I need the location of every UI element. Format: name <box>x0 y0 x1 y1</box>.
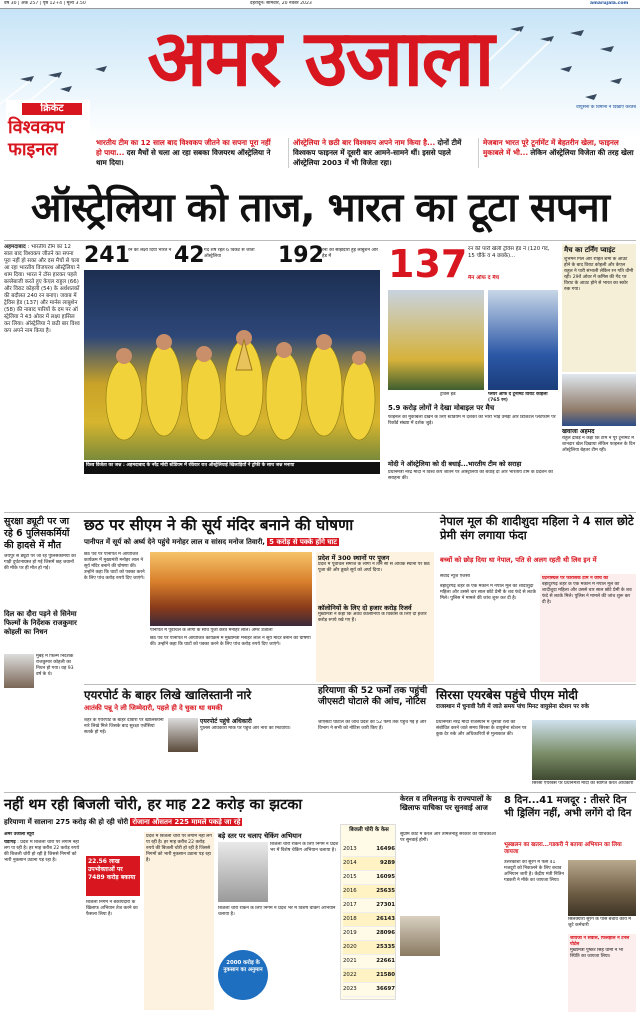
power-body: चंडीगढ़ : प्रदेश में बिजली चोरी पर लगाम नहीं लग पा रही है। हर माह करीब 22 करोड़ रुपये की बिजली चोरी हो रही है जिससे निगमों को भारी नुकसान उठाना पड़ रहा है। <box>4 840 80 863</box>
nepal-note: घटनास्थल पर फोरेंसिक टीम ने जांच की <box>542 576 609 581</box>
surya-body-2: छठ पर्व पर पानीपत में आयोजित कार्यक्रम में मुख्यमंत्री मनोहर लाल ने सूर्य मंदिर बनाने की घोषणा की। उन्होंने कहा कि घाटों को पक्का करने के लिए पांच करोड़ रुपये दिए जाएंगे। <box>150 636 311 647</box>
head-photo-caption: ट्रेविस हेड <box>440 392 456 397</box>
kerala-headline[interactable]: केरल व तमिलनाडु के राज्यपालों के खिलाफ याचिका पर सुनवाई आज <box>400 794 492 812</box>
theft-count: 26143 <box>376 916 395 922</box>
theft-table-row <box>343 941 395 955</box>
date-line: देहरादून। सोमवार, 20 नवंबर 2023 <box>250 1 312 6</box>
stat-2-text: गेंद शेष रहते 6 विकेट से जीता ऑस्ट्रेलिया <box>204 248 255 259</box>
nepal-body: बहादुरगढ़ शहर के एक मकान में नेपाल मूल की शादीशुदा महिला और उससे चार साल छोटे प्रेमी के शव फंदे से लटके मिले। पुलिस ने मामले की जांच शुरू कर दी है। <box>440 584 536 601</box>
theft-count: 27301 <box>376 902 395 908</box>
theft-table-row <box>343 927 395 941</box>
website-link[interactable]: amarujala.com <box>590 1 629 6</box>
power-sub-black: हरियाणा में सालाना 275 करोड़ की हो रही चोरी <box>4 818 129 826</box>
newspaper-logo[interactable]: अमर उजाला <box>147 13 493 104</box>
blurb-2-black: दोनों टीमें विश्वकप फाइनल में दूसरी बार आमने-सामने थीं। इससे पहले ऑस्ट्रेलिया 2003 में भी विजेता रहा। <box>293 138 462 167</box>
players-illustration <box>84 270 380 460</box>
theft-year: 2017 <box>343 902 357 908</box>
theft-count: 16095 <box>376 874 395 880</box>
theft-year: 2016 <box>343 888 357 894</box>
modi-congrats-title: मोदी ने ऑस्ट्रेलिया को दी बधाई...भारतीय टीम को सराहा <box>388 460 522 468</box>
section-tag-line2: विश्वकप <box>8 117 65 138</box>
mobile-viewers-note <box>388 404 558 458</box>
turning-point-title: मैच का टर्निंग प्वाइंट <box>564 246 616 254</box>
celebration-photo <box>84 270 380 460</box>
surya-caption: पानीपत में पूर्वांचल के लोगों के साथ पूजा करते मनोहर लाल। अमर उजाला <box>150 628 273 633</box>
theft-table-row <box>343 983 395 997</box>
tunnel-headline[interactable]: 8 दिन...41 मजदूर : तीसरे दिन भी ड्रिलिंग नहीं, अभी लगेंगे दो दिन <box>504 795 632 819</box>
loss-badge-text: 2000 करोड़ के नुकसान का अनुमान <box>223 960 263 973</box>
airport-box-body: पुलिस अधिकारी मौके पर पहुंचे और नारों को मिटवाया। <box>200 726 291 731</box>
main-headline[interactable]: ऑस्ट्रेलिया को ताज, भारत का टूटा सपना <box>30 185 610 231</box>
theft-count: 21580 <box>376 972 395 978</box>
theft-count: 9289 <box>379 860 395 866</box>
airport-body: शहर के एयरपोर्ट के बाहर दीवारों पर खालिस्तानी नारे लिखे मिले जिसके बाद सुरक्षा एजेंसियां सतर्क हो गईं। <box>84 718 164 735</box>
theft-table-row <box>343 871 395 885</box>
theft-count: 16496 <box>376 846 395 852</box>
nepal-byline: संवाद न्यूज एजेंसी <box>440 574 470 579</box>
power-byline: अमर उजाला ब्यूरो <box>4 832 35 837</box>
power-dateline: चंडीगढ़ <box>4 840 16 845</box>
sirsa-headline[interactable]: सिरसा एयरबेस पहुंचे पीएम मोदी <box>436 688 578 702</box>
theft-count: 22661 <box>376 958 395 964</box>
sirsa-body: प्रधानमंत्री नरेंद्र मोदी राजस्थान में चुनावी रैली को संबोधित करने जाते समय सिरसा के वायुसेना स्टेशन पर कुछ देर रुके और अधिकारियों से मुलाकात की। <box>436 720 527 737</box>
meter-photo <box>218 842 268 902</box>
blurb-1-black: दस मैचों से चला आ रहा सबका विजयरथ ऑस्ट्रेलिया ने थाम दिया। <box>96 148 271 167</box>
theft-table-row <box>343 899 395 913</box>
obit-headline[interactable]: दिल का दौरा पड़ने से सिनेमा फिल्मों के निर्देशक राजकुमार कोहली का निधन <box>4 610 77 636</box>
airport-subhead: आतंकी पन्नू ने ली जिम्मेदारी, पहले ही दे चुका था धमकी <box>84 704 223 712</box>
surya-box2-body: मुख्यमंत्री ने कहा कि अवैध कॉलोनियों के विकास के लिए दो हजार करोड़ रुपये रखे गए हैं। <box>318 612 427 623</box>
nepal-note-box <box>540 574 636 682</box>
surya-box <box>316 552 434 682</box>
modi-congrats-body: प्रधानमंत्री नरेंद्र मोदी ने विश्व कप जीतने पर ऑस्ट्रेलिया को बधाई दी और भारतीय टीम के प्रदर्शन की सराहना की। <box>388 470 553 481</box>
kerala-body: सुप्रीम कोर्ट में केरल और तमिलनाडु सरकार की याचिकाओं पर सुनवाई होगी। <box>400 832 496 843</box>
theft-table-row <box>343 969 395 983</box>
drive-title: बड़े स्तर पर चलाए चेकिंग अभियान <box>218 832 302 840</box>
divider <box>4 512 636 513</box>
blurb-2 <box>288 138 468 168</box>
haryana-headline[interactable]: हरियाणा की 52 फर्मों तक पहुंची जीएसटी घोटाले की आंच, नोटिस <box>318 686 428 707</box>
power-sub-red: रोजाना औसतन 225 मामले पकड़े जा रहे <box>132 818 241 826</box>
airport-photo <box>168 718 198 752</box>
loss-badge <box>218 950 268 1000</box>
stat-3 <box>278 244 388 268</box>
blurb-3-red: मेजबान भारत पूरे टूर्नामेंट में बेहतरीन खेला, फाइनल मुकाबले में भी... <box>483 138 619 157</box>
masthead-banner <box>0 9 640 137</box>
surya-subhead <box>84 536 434 550</box>
theft-year: 2018 <box>343 916 357 922</box>
drive-body-2: बिजली चोरी रोकने के लिए निगम ने प्रदेश भर में विशेष चेकिंग अभियान चलाया है। <box>218 906 336 917</box>
head-stat-number: 137 <box>388 242 468 286</box>
stat-1 <box>84 244 174 268</box>
tunnel-photo <box>568 860 636 916</box>
sirsa-caption: सिरसा एयरबेस पर प्रधानमंत्री मोदी का स्वागत करते अधिकारी <box>532 781 634 786</box>
security-headline[interactable]: सुरक्षा ड्यूटी पर जा रहे 6 पुलिसकर्मियों की हादसे में मौत <box>4 516 70 551</box>
stat-3-text: रनों की साझेदारी हुई लाबुशेन और हेड में <box>322 248 378 259</box>
haryana-body: जीएसटी घोटाले की जांच प्रदेश की 52 फर्मों तक पहुंच गई है और विभाग ने सभी को नोटिस जारी किए हैं। <box>318 720 427 731</box>
blurb-1 <box>96 138 276 168</box>
blurb-2-red: ऑस्ट्रेलिया ने छठी बार विश्वकप अपने नाम किया है... <box>293 138 436 147</box>
lead-story-body: अहमदाबाद : भारतीय टीम का 12 साल बाद विश्वकप जीतने का सपना पूरा नहीं हो सका और दस मैचों से चला आ रहा भारतीय विजयरथ ऑस्ट्रेलिया ने थाम दिया। भारत ने टॉस हारकर पहले बल्लेबाजी करते हुए केएल राहुल (66) और विराट कोहली (54) के अर्धशतकों की बदौलत 240 रन बनाए। जवाब में ट्रेविस हेड (137) और मार्नस लाबुशेन (58) की नाबाद पारियों के दम पर ऑस्ट्रेलिया ने 43 ओवर में लक्ष्य हासिल कर लिया। ऑस्ट्रेलिया ने छठी बार विश्वकप अपने नाम किया है। <box>4 244 80 334</box>
theft-year: 2021 <box>343 958 357 964</box>
sky-caption: वायुसेना के विमानों ने दिखाए करतब <box>576 105 636 110</box>
mobile-viewers-body: फाइनल का मुकाबला देखने के लिए स्टेडियम में दर्शकों की भारी भीड़ उमड़ी और डिजिटल प्लेटफॉर्म पर रिकॉर्ड संख्या में दर्शक जुड़े। <box>388 415 556 426</box>
turning-point-box <box>562 244 636 372</box>
obit-body: मुंबई में फिल्म निर्देशक राजकुमार कोहली का निधन हो गया। वह 93 वर्ष के थे। <box>36 654 74 677</box>
issue-info: वर्ष 30 | अंक 257 | पृष्ठ 12+4 | मूल्य 3.50 <box>4 1 86 6</box>
power-callout: 22.56 लाख उपभोक्ताओं पर 7489 करोड़ बकाया <box>86 856 140 896</box>
section-tag-line3: फाइनल <box>8 139 58 160</box>
dravid-body: राहुल द्रविड़ ने कहा कि टीम ने पूरे टूर्नामेंट में शानदार खेल दिखाया लेकिन फाइनल के दिन ऑस्ट्रेलिया बेहतर टीम रही। <box>562 436 636 453</box>
dravid-box <box>562 428 636 510</box>
theft-table-row <box>343 955 395 969</box>
surya-box-body: प्रदेश में पूर्वांचल समाज के लोगों ने तीन सौ से अधिक स्थानों पर छठ पूजा की और डूबते सूर्य को अर्घ्य दिया। <box>318 562 430 573</box>
head-photo <box>388 290 484 390</box>
airport-headline[interactable]: एयरपोर्ट के बाहर लिखे खालिस्तानी नारे <box>84 688 252 702</box>
surya-sub-red: 5 करोड़ से पक्के होंगे घाट <box>269 538 337 546</box>
surya-body: छठ पर्व पर पानीपत में आयोजित कार्यक्रम में मुख्यमंत्री मनोहर लाल ने सूर्य मंदिर बनाने की घोषणा की। उन्होंने कहा कि घाटों को पक्का करने के लिए पांच करोड़ रुपये दिए जाएंगे। <box>84 552 145 581</box>
theft-year: 2013 <box>343 846 357 852</box>
head-stat-tag: मैन ऑफ द मैच <box>468 275 500 281</box>
theft-table-row <box>343 885 395 899</box>
tunnel-body: उत्तरकाशी की सुरंग में फंसे 41 मजदूरों को निकालने के लिए बचाव अभियान जारी है। केंद्रीय मंत्री नितिन गडकरी ने मौके का जायजा लिया। <box>504 860 564 883</box>
obit-story <box>4 610 80 710</box>
modi-congrats-note <box>388 460 558 510</box>
power-box-body: बिजली निगम ने बकायेदारों के खिलाफ अभियान तेज करने का फैसला लिया है। <box>86 900 138 917</box>
stat-1-number: 241 <box>84 243 130 268</box>
surya-sub-black: पानीपत में सूर्य को अर्घ्य देने पहुंचे मनोहर लाल व सांसद मनोज तिवारी, <box>84 538 265 546</box>
mobile-viewers-title: 5.9 करोड़ लोगों ने देखा मोबाइल पर मैच <box>388 404 495 412</box>
obit-photo <box>4 654 34 688</box>
blurb-3-black: लेकिन ऑस्ट्रेलिया विजेता की तरह खेला <box>530 148 634 157</box>
nepal-subhead: बच्चों को छोड़ दिया था नेपाल, पति से अलग रहती थी लिव इन में <box>440 556 597 564</box>
drive-body: बिजली चोरी रोकने के लिए निगम ने प्रदेश भर में विशेष चेकिंग अभियान चलाया है। <box>270 842 339 853</box>
theft-table <box>340 824 396 1000</box>
power-box-text: प्रदेश में बिजली चोरी पर लगाम नहीं लग पा रही है। हर माह करीब 22 करोड़ रुपये की बिजली चोरी हो रही है जिससे निगमों को भारी नुकसान उठाना पड़ रहा है। <box>146 834 212 863</box>
photo-caption: विश्व विजेता का जश्न : अहमदाबाद के नरेंद्र मोदी स्टेडियम में रविवार रात ऑस्ट्रेलियाई खिलाड़ियों ने ट्रॉफी के साथ जश्न मनाया <box>84 462 380 474</box>
theft-year: 2019 <box>343 930 357 936</box>
dravid-photo <box>562 374 636 426</box>
head-stat-text: रन की पारी खेली ट्रेविस हेड ने (120 गेंद, 15 चौके व 4 छक्के)... <box>468 246 550 259</box>
tunnel-box-title: जायजा ने सवाल, फिलहाल न टनल पोर्टल <box>570 936 630 947</box>
airport-box <box>200 718 314 790</box>
theft-table-row <box>343 843 395 857</box>
power-subhead <box>4 816 340 830</box>
surya-headline[interactable]: छठ पर सीएम ने की सूर्य मंदिर बनाने की घोषणा <box>84 516 354 534</box>
dravid-name: खवाजा अहमद <box>562 428 595 435</box>
theft-table-title: बिजली चोरी के केस <box>349 827 389 833</box>
kohli-photo-caption: प्लेयर ऑफ द टूर्नामेंट विराट कोहली (765 रन) <box>488 392 548 403</box>
stat-2 <box>174 244 274 268</box>
section-tag <box>6 100 90 164</box>
surya-box2-title: कॉलोनियों के लिए दो हजार करोड़ रिजर्व <box>318 604 412 612</box>
kohli-photo <box>488 290 558 390</box>
section-tag-line1: क्रिकेट <box>22 103 82 115</box>
theft-count: 28096 <box>376 930 395 936</box>
power-box <box>144 832 214 1010</box>
lead-dateline: अहमदाबाद <box>4 244 26 250</box>
theft-count: 25335 <box>376 944 395 950</box>
tunnel-caption: सिलक्यारा सुरंग के पास बचाव कार्य में जुटे कर्मचारी <box>568 917 631 928</box>
theft-year: 2014 <box>343 860 357 866</box>
lead-body-text: भारतीय टीम का 12 साल बाद विश्वकप जीतने का सपना पूरा नहीं हो सका और दस मैचों से चला आ रहा भारतीय विजयरथ ऑस्ट्रेलिया ने थाम दिया। भारत ने टॉस हारकर पहले बल्लेबाजी करते हुए केएल राहुल (66) और विराट कोहली (54) के अर्धशतकों की बदौलत 240 रन बनाए। जवाब में ट्रेविस हेड (137) और मार्नस लाबुशेन (58) की नाबाद पारियों के दम पर ऑस्ट्रेलिया ने 43 ओवर में लक्ष्य हासिल कर लिया। ऑस्ट्रेलिया ने छठी बार विश्वकप अपने नाम किया है। <box>4 244 80 334</box>
tunnel-box-body: मुख्यमंत्री पुष्कर सिंह धामी ने भी स्थिति का जायजा लिया। <box>570 948 624 959</box>
divider <box>4 240 636 241</box>
theft-year: 2015 <box>343 874 357 880</box>
power-headline[interactable]: नहीं थम रही बिजली चोरी, हर माह 22 करोड़ का झटका <box>4 797 303 813</box>
sirsa-photo <box>532 720 636 780</box>
theft-table-row <box>343 913 395 927</box>
theft-year: 2023 <box>343 986 357 992</box>
blurb-3 <box>478 138 636 168</box>
blurb-1-red: भारतीय टीम का 12 साल बाद विश्वकप जीतने का सपना पूरा नहीं हो पाया... <box>96 138 271 157</box>
theft-table-row <box>343 857 395 871</box>
power-body-text: प्रदेश में बिजली चोरी पर लगाम नहीं लग पा रही है। हर माह करीब 22 करोड़ रुपये की बिजली चोरी हो रही है जिससे निगमों को भारी नुकसान उठाना पड़ रहा है। <box>4 840 80 863</box>
tunnel-subhead: भूस्खलन का खतरा...गडकरी ने बताया अभियान का लिया जायजा <box>504 842 622 855</box>
tunnel-box <box>568 934 636 1012</box>
airport-box-title: एयरपोर्ट पहुंचे अधिकारी <box>200 718 252 725</box>
divider <box>84 684 636 685</box>
theft-year: 2022 <box>343 972 357 978</box>
stat-2-number: 42 <box>174 243 205 268</box>
theft-count: 25635 <box>376 888 395 894</box>
nepal-note-body: बहादुरगढ़ शहर के एक मकान में नेपाल मूल की शादीशुदा महिला और उससे चार साल छोटे प्रेमी के शव फंदे से लटके मिले। पुलिस ने मामले की जांच शुरू कर दी है। <box>542 582 632 605</box>
stat-1-text: रन का लक्ष्य दिया भारत ने <box>128 248 172 253</box>
nepal-headline[interactable]: नेपाल मूल की शादीशुदा महिला ने 4 साल छोटे प्रेमी संग लगाया फंदा <box>440 514 634 542</box>
top-info-bar <box>0 0 640 9</box>
surya-box-title: प्रदेश में 300 स्थानों पर पूजन <box>318 554 390 562</box>
court-photo <box>400 916 440 956</box>
divider <box>4 792 636 793</box>
stat-3-number: 192 <box>278 243 324 268</box>
theft-year: 2020 <box>343 944 357 950</box>
security-story <box>4 516 80 606</box>
theft-count: 36697 <box>376 986 395 992</box>
theft-table-rows <box>343 843 395 999</box>
surya-photo <box>150 552 312 626</box>
security-body: जयपुर से ड्यूटी पर जा रहे पुलिसकर्मियों की गाड़ी दुर्घटनाग्रस्त हो गई जिसमें छह जवानों की मौके पर ही मौत हो गई। <box>4 554 76 571</box>
sirsa-subhead: राजस्थान में चुनावी रैली में जाते समय पांच मिनट वायुसेना स्टेशन पर रुके <box>436 704 589 710</box>
turning-point-body: शुभमन गिल और रोहित शर्मा के आउट होने के बाद विराट कोहली और केएल राहुल ने पारी संभाली लेकिन रन गति धीमी रही। 29वें ओवर में कमिंस की गेंद पर विराट के आउट होने से भारत का स्कोर रुक गया। <box>564 257 634 292</box>
head-stat <box>388 244 556 284</box>
